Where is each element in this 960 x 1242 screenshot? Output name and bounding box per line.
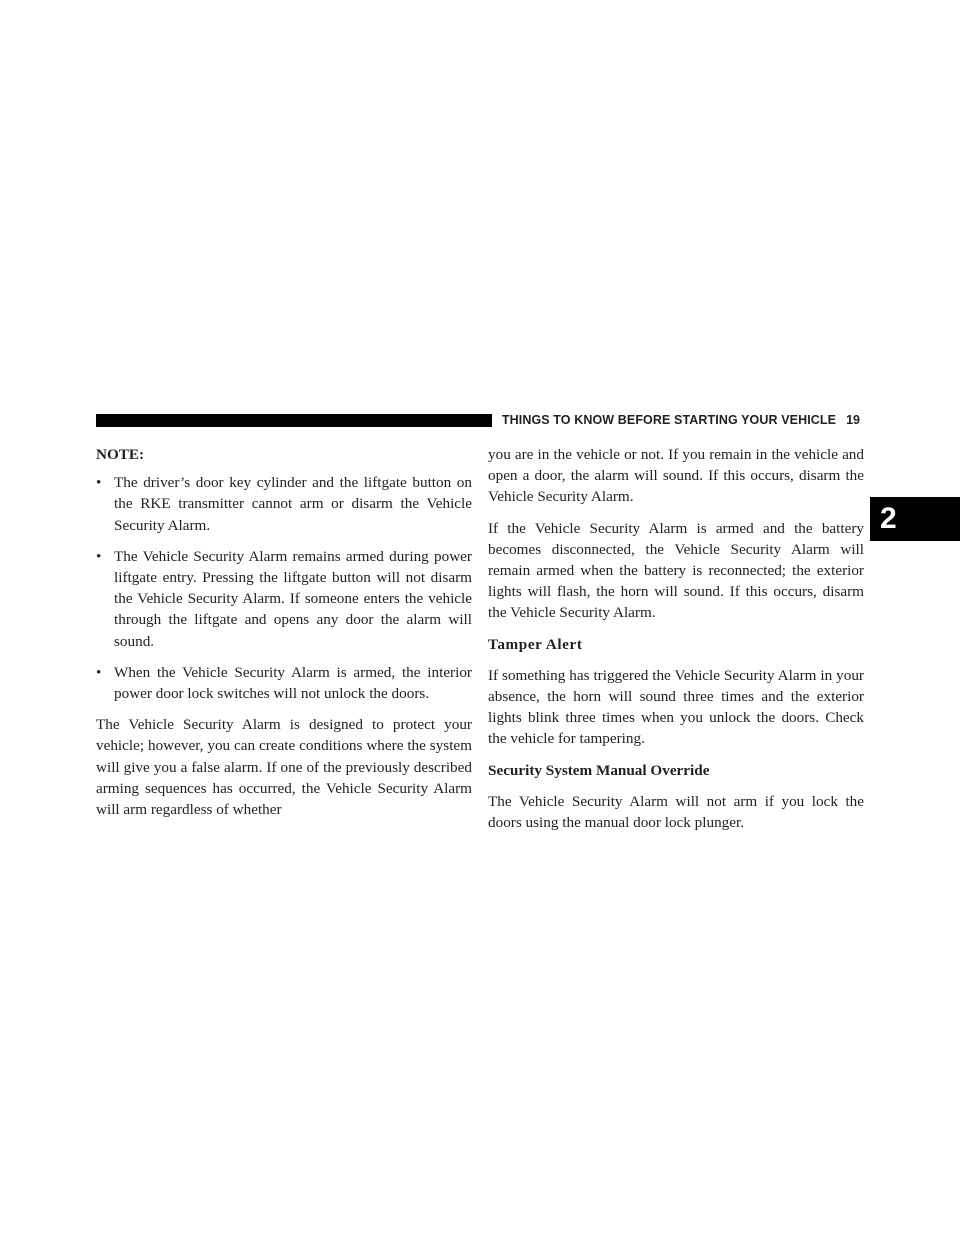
chapter-tab: 2	[870, 497, 960, 541]
body-paragraph: If something has triggered the Vehicle Security Alarm in your absence, the horn will sound three times and the exterior lights blink three times when you unlock the doors. Check the vehicle for tampering.	[488, 666, 864, 748]
list-item	[96, 472, 472, 536]
bullet-text: The driver’s door key cylinder and the liftgate button on the RKE transmitter cannot arm or disarm the Vehicle Security Alarm.	[114, 474, 472, 534]
bullet-icon: •	[96, 663, 102, 681]
page-header	[96, 414, 860, 427]
bullet-text: When the Vehicle Security Alarm is armed, the interior power door lock switches will not unlock the doors.	[114, 663, 472, 703]
body-paragraph: The Vehicle Security Alarm will not arm if you lock the doors using the manual door lock plunger.	[488, 792, 864, 832]
right-column	[488, 444, 864, 843]
body-paragraph: If the Vehicle Security Alarm is armed and the battery becomes disconnected, the Vehicle Security Alarm will remain armed when the battery is reconnected; the exterior lights will flash, the horn will sound. If this occurs, disarm the Vehicle Security Alarm.	[488, 519, 864, 622]
bullet-icon: •	[96, 474, 102, 492]
left-column	[96, 444, 472, 830]
bullet-icon: •	[96, 547, 102, 565]
page-number: 19	[846, 413, 860, 427]
section-heading: Tamper Alert	[488, 635, 583, 653]
bullet-text: The Vehicle Security Alarm remains armed during power liftgate entry. Pressing the liftgate button will not disarm the Vehicle Security Alarm. If someone enters the vehicle through the liftgate and opens any door the alarm will sound.	[114, 547, 472, 650]
body-paragraph: The Vehicle Security Alarm is designed to protect your vehicle; however, you can create conditions where the system will give you a false alarm. If one of the previously described arming sequences has occurred, the Vehicle Security Alarm will arm regardless of whether	[96, 716, 472, 819]
section-heading: Security System Manual Override	[488, 761, 710, 779]
header-rule	[96, 414, 492, 427]
body-paragraph: you are in the vehicle or not. If you remain in the vehicle and open a door, the alarm will sound. If this occurs, disarm the Vehicle Security Alarm.	[488, 446, 864, 506]
list-item	[96, 662, 472, 704]
list-item	[96, 546, 472, 652]
note-label: NOTE:	[96, 446, 145, 463]
header-title: THINGS TO KNOW BEFORE STARTING YOUR VEHICLE	[501, 413, 837, 427]
